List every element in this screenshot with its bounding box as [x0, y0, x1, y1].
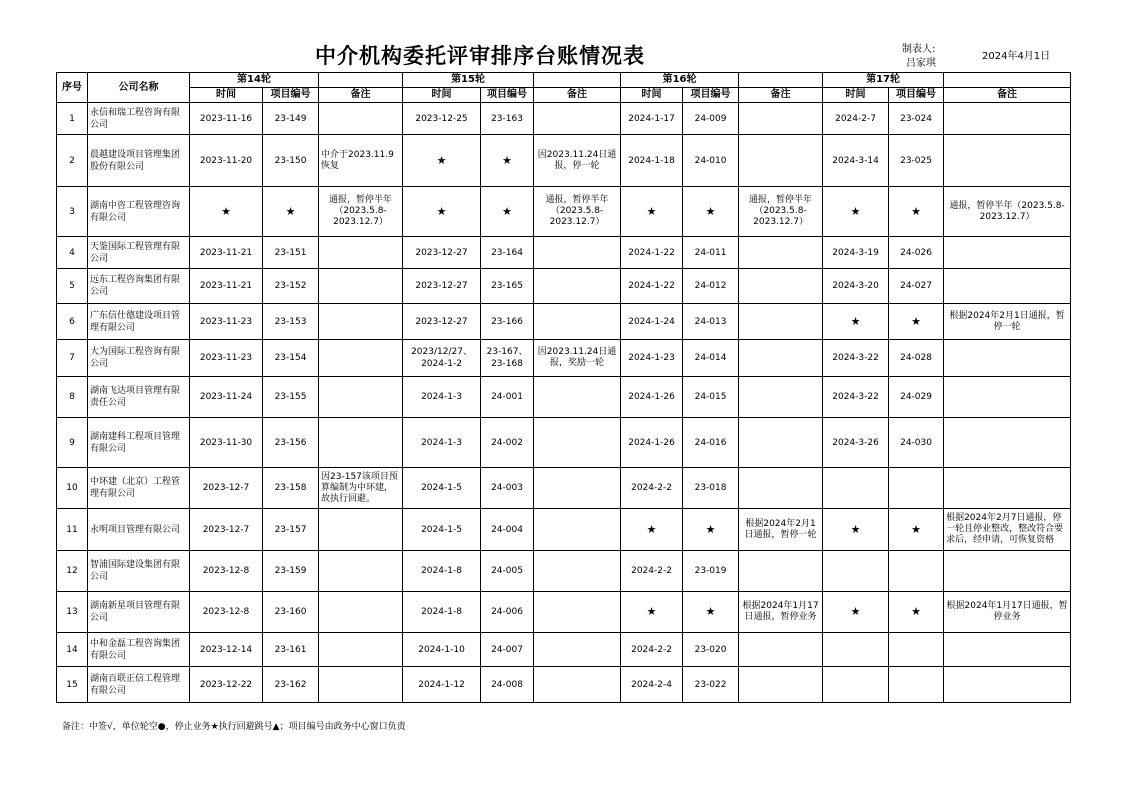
table-row — [57, 135, 1071, 187]
round-remark-cell — [534, 667, 621, 703]
round-time-cell: 2023-12-7 — [190, 509, 263, 551]
round-remark-cell — [534, 377, 621, 418]
company-cell: 永信和瑞工程咨询有限公司 — [88, 103, 190, 135]
report-date: 2024年4月1日 — [982, 51, 1051, 62]
round-remark-cell: 因23-157该项目预算编制为中环建，故执行回避。 — [319, 468, 403, 509]
round-project-no-cell — [889, 551, 944, 592]
round-project-no-cell: 23-165 — [481, 269, 534, 304]
round-project-no-cell: 23-152 — [263, 269, 319, 304]
round-remark-cell — [534, 633, 621, 667]
round-time-cell: 2023-11-30 — [190, 418, 263, 468]
round-time-cell: 2023-12-27 — [403, 269, 481, 304]
round-remark-cell — [739, 667, 823, 703]
round-remark-cell — [534, 592, 621, 633]
round-remark-cell: 根据2024年2月1日通报，暂停一轮 — [739, 509, 823, 551]
header-blank — [534, 73, 621, 88]
seq-cell: 12 — [57, 551, 88, 592]
company-cell: 天鉴国际工程管理有限公司 — [88, 237, 190, 269]
round-remark-cell: 根据2024年1月17日通报，暂停业务 — [739, 592, 823, 633]
table-row — [57, 187, 1071, 237]
round-time-cell: 2024-3-14 — [823, 135, 889, 187]
round-remark-cell — [319, 237, 403, 269]
round-time-cell: 2023-12-14 — [190, 633, 263, 667]
round-remark-cell — [319, 667, 403, 703]
round-project-no-cell: 23-022 — [683, 667, 739, 703]
seq-cell: 13 — [57, 592, 88, 633]
round-project-no-cell: 23-166 — [481, 304, 534, 340]
round-remark-cell: 通报，暂停半年（2023.5.8-2023.12.7） — [739, 187, 823, 237]
table-row — [57, 592, 1071, 633]
round-time-cell: 2024-2-7 — [823, 103, 889, 135]
round-remark-cell — [319, 633, 403, 667]
round-project-no-cell: ★ — [889, 592, 944, 633]
round-remark-cell — [739, 269, 823, 304]
header-project-no: 项目编号 — [889, 88, 944, 103]
round-time-cell: 2024-3-20 — [823, 269, 889, 304]
seq-cell: 9 — [57, 418, 88, 468]
table-row — [57, 633, 1071, 667]
table-row — [57, 103, 1071, 135]
round-project-no-cell: 23-150 — [263, 135, 319, 187]
round-remark-cell: 通报，暂停半年（2023.5.8-2023.12.7） — [944, 187, 1071, 237]
company-cell: 晨越建设项目管理集团股份有限公司 — [88, 135, 190, 187]
round-remark-cell — [739, 237, 823, 269]
round-remark-cell — [944, 340, 1071, 377]
round-project-no-cell: 23-018 — [683, 468, 739, 509]
table-row — [57, 418, 1071, 468]
round-time-cell: 2023-12-8 — [190, 592, 263, 633]
round-remark-cell — [739, 103, 823, 135]
round-time-cell: 2024-1-17 — [621, 103, 683, 135]
seq-cell: 7 — [57, 340, 88, 377]
round-project-no-cell: 23-161 — [263, 633, 319, 667]
maker-label: 制表人: — [902, 44, 936, 55]
round-project-no-cell: 24-026 — [889, 237, 944, 269]
header-blank — [739, 73, 823, 88]
round-time-cell: 2024-2-2 — [621, 633, 683, 667]
header-time: 时间 — [403, 88, 481, 103]
round-time-cell: 2023-12-27 — [403, 304, 481, 340]
round-project-no-cell: 23-164 — [481, 237, 534, 269]
header-round-16: 第16轮 — [621, 73, 739, 88]
table-header — [57, 73, 1071, 103]
header-project-no: 项目编号 — [683, 88, 739, 103]
round-remark-cell — [944, 103, 1071, 135]
company-cell: 湖南百联正信工程管理有限公司 — [88, 667, 190, 703]
round-project-no-cell: 23-155 — [263, 377, 319, 418]
company-cell: 湖南中咨工程管理咨询有限公司 — [88, 187, 190, 237]
table-row — [57, 377, 1071, 418]
company-cell: 永明项目管理有限公司 — [88, 509, 190, 551]
round-project-no-cell: 23-163 — [481, 103, 534, 135]
round-remark-cell — [944, 468, 1071, 509]
round-remark-cell — [534, 237, 621, 269]
round-time-cell: 2024-1-3 — [403, 377, 481, 418]
round-remark-cell — [534, 418, 621, 468]
table-row — [57, 269, 1071, 304]
round-time-cell — [823, 633, 889, 667]
round-project-no-cell: 24-005 — [481, 551, 534, 592]
round-project-no-cell: 24-007 — [481, 633, 534, 667]
ledger-table — [56, 72, 1071, 703]
header-round-15: 第15轮 — [403, 73, 534, 88]
round-project-no-cell: 23-154 — [263, 340, 319, 377]
round-project-no-cell: 24-006 — [481, 592, 534, 633]
round-time-cell: 2023-11-21 — [190, 237, 263, 269]
round-time-cell: 2023-12-8 — [190, 551, 263, 592]
round-remark-cell — [944, 551, 1071, 592]
round-remark-cell — [534, 551, 621, 592]
round-time-cell: ★ — [621, 592, 683, 633]
table-body — [57, 103, 1071, 703]
round-time-cell: 2024-1-3 — [403, 418, 481, 468]
round-project-no-cell — [889, 667, 944, 703]
round-remark-cell — [319, 103, 403, 135]
round-remark-cell — [739, 304, 823, 340]
round-project-no-cell: 23-162 — [263, 667, 319, 703]
seq-cell: 4 — [57, 237, 88, 269]
seq-cell: 10 — [57, 468, 88, 509]
round-remark-cell — [319, 340, 403, 377]
round-remark-cell — [534, 304, 621, 340]
round-time-cell: 2024-3-19 — [823, 237, 889, 269]
round-remark-cell: 根据2024年1月17日通报，暂停业务 — [944, 592, 1071, 633]
round-time-cell — [823, 551, 889, 592]
round-project-no-cell: ★ — [683, 187, 739, 237]
round-remark-cell — [739, 340, 823, 377]
round-remark-cell — [739, 633, 823, 667]
header-remark: 备注 — [534, 88, 621, 103]
round-time-cell: 2024-1-5 — [403, 468, 481, 509]
round-remark-cell — [319, 377, 403, 418]
round-remark-cell: 因2023.11.24日通报，停一轮 — [534, 135, 621, 187]
round-remark-cell — [944, 237, 1071, 269]
round-time-cell: 2023-12-7 — [190, 468, 263, 509]
round-project-no-cell: 24-011 — [683, 237, 739, 269]
round-project-no-cell: 23-167、23-168 — [481, 340, 534, 377]
round-remark-cell — [534, 103, 621, 135]
round-remark-cell — [319, 418, 403, 468]
company-cell: 中和金磊工程咨询集团有限公司 — [88, 633, 190, 667]
round-time-cell: 2023-12-25 — [403, 103, 481, 135]
round-project-no-cell: 24-027 — [889, 269, 944, 304]
header-company: 公司名称 — [88, 73, 190, 103]
seq-cell: 5 — [57, 269, 88, 304]
round-project-no-cell: 24-008 — [481, 667, 534, 703]
header-time: 时间 — [621, 88, 683, 103]
company-cell: 广东信仕德建设项目管理有限公司 — [88, 304, 190, 340]
round-time-cell: 2024-1-24 — [621, 304, 683, 340]
round-time-cell: 2023-11-16 — [190, 103, 263, 135]
company-cell: 湖南新星项目管理有限公司 — [88, 592, 190, 633]
round-project-no-cell: 24-009 — [683, 103, 739, 135]
round-time-cell: ★ — [190, 187, 263, 237]
round-remark-cell — [739, 468, 823, 509]
round-remark-cell: 根据2024年2月1日通报，暂停一轮 — [944, 304, 1071, 340]
header-project-no: 项目编号 — [481, 88, 534, 103]
company-cell: 远东工程咨询集团有限公司 — [88, 269, 190, 304]
header-blank — [319, 73, 403, 88]
round-time-cell: 2024-1-26 — [621, 418, 683, 468]
round-project-no-cell: 24-002 — [481, 418, 534, 468]
round-time-cell: 2024-1-22 — [621, 237, 683, 269]
header-remark: 备注 — [739, 88, 823, 103]
round-time-cell: 2024-1-12 — [403, 667, 481, 703]
seq-cell: 3 — [57, 187, 88, 237]
round-time-cell: ★ — [403, 187, 481, 237]
round-project-no-cell: 23-159 — [263, 551, 319, 592]
round-remark-cell — [319, 509, 403, 551]
round-project-no-cell: 24-014 — [683, 340, 739, 377]
company-cell: 湖南建科工程项目管理有限公司 — [88, 418, 190, 468]
round-time-cell: 2024-1-10 — [403, 633, 481, 667]
round-remark-cell — [534, 509, 621, 551]
seq-cell: 14 — [57, 633, 88, 667]
round-remark-cell — [944, 418, 1071, 468]
round-time-cell: 2023-11-24 — [190, 377, 263, 418]
header-remark: 备注 — [944, 88, 1071, 103]
round-project-no-cell: ★ — [889, 509, 944, 551]
header-time: 时间 — [823, 88, 889, 103]
round-time-cell: 2024-2-4 — [621, 667, 683, 703]
round-project-no-cell: 23-020 — [683, 633, 739, 667]
round-time-cell: 2024-2-2 — [621, 468, 683, 509]
round-remark-cell — [739, 377, 823, 418]
round-remark-cell — [944, 135, 1071, 187]
maker-name: 吕家琪 — [906, 58, 936, 69]
round-project-no-cell: 24-028 — [889, 340, 944, 377]
round-remark-cell — [739, 135, 823, 187]
round-remark-cell: 通报，暂停半年（2023.5.8-2023.12.7） — [534, 187, 621, 237]
round-project-no-cell — [889, 633, 944, 667]
round-time-cell: ★ — [621, 187, 683, 237]
round-remark-cell — [534, 269, 621, 304]
round-project-no-cell — [889, 468, 944, 509]
round-time-cell: 2024-2-2 — [621, 551, 683, 592]
round-time-cell — [823, 667, 889, 703]
table-row — [57, 237, 1071, 269]
seq-cell: 11 — [57, 509, 88, 551]
round-time-cell: 2024-1-5 — [403, 509, 481, 551]
seq-cell: 6 — [57, 304, 88, 340]
header-round-17: 第17轮 — [823, 73, 944, 88]
seq-cell: 8 — [57, 377, 88, 418]
round-project-no-cell: ★ — [263, 187, 319, 237]
round-time-cell: 2024-1-23 — [621, 340, 683, 377]
round-project-no-cell: 24-016 — [683, 418, 739, 468]
round-time-cell: 2024-1-26 — [621, 377, 683, 418]
seq-cell: 1 — [57, 103, 88, 135]
round-project-no-cell: 24-010 — [683, 135, 739, 187]
round-project-no-cell: 23-156 — [263, 418, 319, 468]
round-remark-cell — [739, 551, 823, 592]
round-remark-cell: 通报，暂停半年（2023.5.8-2023.12.7） — [319, 187, 403, 237]
round-time-cell: 2024-3-22 — [823, 377, 889, 418]
round-project-no-cell: 24-001 — [481, 377, 534, 418]
header-remark: 备注 — [319, 88, 403, 103]
round-project-no-cell: 23-160 — [263, 592, 319, 633]
round-remark-cell — [944, 377, 1071, 418]
round-project-no-cell: 23-158 — [263, 468, 319, 509]
round-remark-cell — [319, 269, 403, 304]
table-row — [57, 551, 1071, 592]
seq-cell: 2 — [57, 135, 88, 187]
company-cell: 大为国际工程咨询有限公司 — [88, 340, 190, 377]
round-project-no-cell: ★ — [683, 509, 739, 551]
header-seq: 序号 — [57, 73, 88, 103]
round-remark-cell — [739, 418, 823, 468]
round-remark-cell — [944, 667, 1071, 703]
round-remark-cell: 中介于2023.11.9恢复 — [319, 135, 403, 187]
round-time-cell: 2023-11-23 — [190, 304, 263, 340]
round-project-no-cell: 23-157 — [263, 509, 319, 551]
round-time-cell: 2023-11-20 — [190, 135, 263, 187]
round-time-cell — [823, 468, 889, 509]
round-remark-cell — [944, 633, 1071, 667]
round-project-no-cell: 24-029 — [889, 377, 944, 418]
page-title: 中介机构委托评审排序台账情况表 — [315, 44, 645, 68]
table-row — [57, 667, 1071, 703]
round-project-no-cell: 23-024 — [889, 103, 944, 135]
round-time-cell: 2023-12-22 — [190, 667, 263, 703]
footer-note: 备注：中签√，单位轮空●，停止业务★执行回避跳号▲；项目编号由政务中心窗口负责 — [62, 722, 406, 732]
round-project-no-cell: 24-004 — [481, 509, 534, 551]
round-project-no-cell: 24-015 — [683, 377, 739, 418]
round-time-cell: ★ — [621, 509, 683, 551]
header-blank — [944, 73, 1071, 88]
round-remark-cell: 因2023.11.24日通报，奖励一轮 — [534, 340, 621, 377]
round-project-no-cell: 23-153 — [263, 304, 319, 340]
round-remark-cell — [319, 304, 403, 340]
round-project-no-cell: ★ — [683, 592, 739, 633]
round-time-cell: ★ — [823, 509, 889, 551]
round-time-cell: ★ — [823, 187, 889, 237]
round-project-no-cell: ★ — [889, 304, 944, 340]
company-cell: 湖南飞达项目管理有限责任公司 — [88, 377, 190, 418]
round-time-cell: ★ — [823, 592, 889, 633]
round-project-no-cell: ★ — [481, 187, 534, 237]
table-row — [57, 468, 1071, 509]
round-time-cell: ★ — [823, 304, 889, 340]
round-time-cell: 2023-12-27 — [403, 237, 481, 269]
table-row — [57, 340, 1071, 377]
round-project-no-cell: 23-025 — [889, 135, 944, 187]
round-project-no-cell: ★ — [481, 135, 534, 187]
round-project-no-cell: 24-013 — [683, 304, 739, 340]
header-time: 时间 — [190, 88, 263, 103]
round-time-cell: 2024-1-22 — [621, 269, 683, 304]
round-remark-cell — [534, 468, 621, 509]
table-row — [57, 304, 1071, 340]
round-time-cell: 2023/12/27、2024-1-2 — [403, 340, 481, 377]
round-project-no-cell: 23-149 — [263, 103, 319, 135]
round-time-cell: ★ — [403, 135, 481, 187]
round-time-cell: 2023-11-23 — [190, 340, 263, 377]
round-project-no-cell: 23-019 — [683, 551, 739, 592]
round-project-no-cell: 23-151 — [263, 237, 319, 269]
seq-cell: 15 — [57, 667, 88, 703]
round-time-cell: 2024-3-26 — [823, 418, 889, 468]
table-row — [57, 509, 1071, 551]
round-time-cell: 2024-1-8 — [403, 551, 481, 592]
company-cell: 智浦国际建设集团有限公司 — [88, 551, 190, 592]
round-remark-cell — [944, 269, 1071, 304]
header-project-no: 项目编号 — [263, 88, 319, 103]
round-remark-cell: 根据2024年2月7日通报，停一轮且停业整改，整改符合要求后，经申请，可恢复资格 — [944, 509, 1071, 551]
round-time-cell: 2024-1-8 — [403, 592, 481, 633]
round-project-no-cell: 24-012 — [683, 269, 739, 304]
company-cell: 中环建（北京）工程管理有限公司 — [88, 468, 190, 509]
round-remark-cell — [319, 551, 403, 592]
round-time-cell: 2024-1-18 — [621, 135, 683, 187]
round-project-no-cell: ★ — [889, 187, 944, 237]
round-time-cell: 2024-3-22 — [823, 340, 889, 377]
header-round-14: 第14轮 — [190, 73, 319, 88]
round-project-no-cell: 24-030 — [889, 418, 944, 468]
round-project-no-cell: 24-003 — [481, 468, 534, 509]
round-remark-cell — [319, 592, 403, 633]
round-time-cell: 2023-11-21 — [190, 269, 263, 304]
